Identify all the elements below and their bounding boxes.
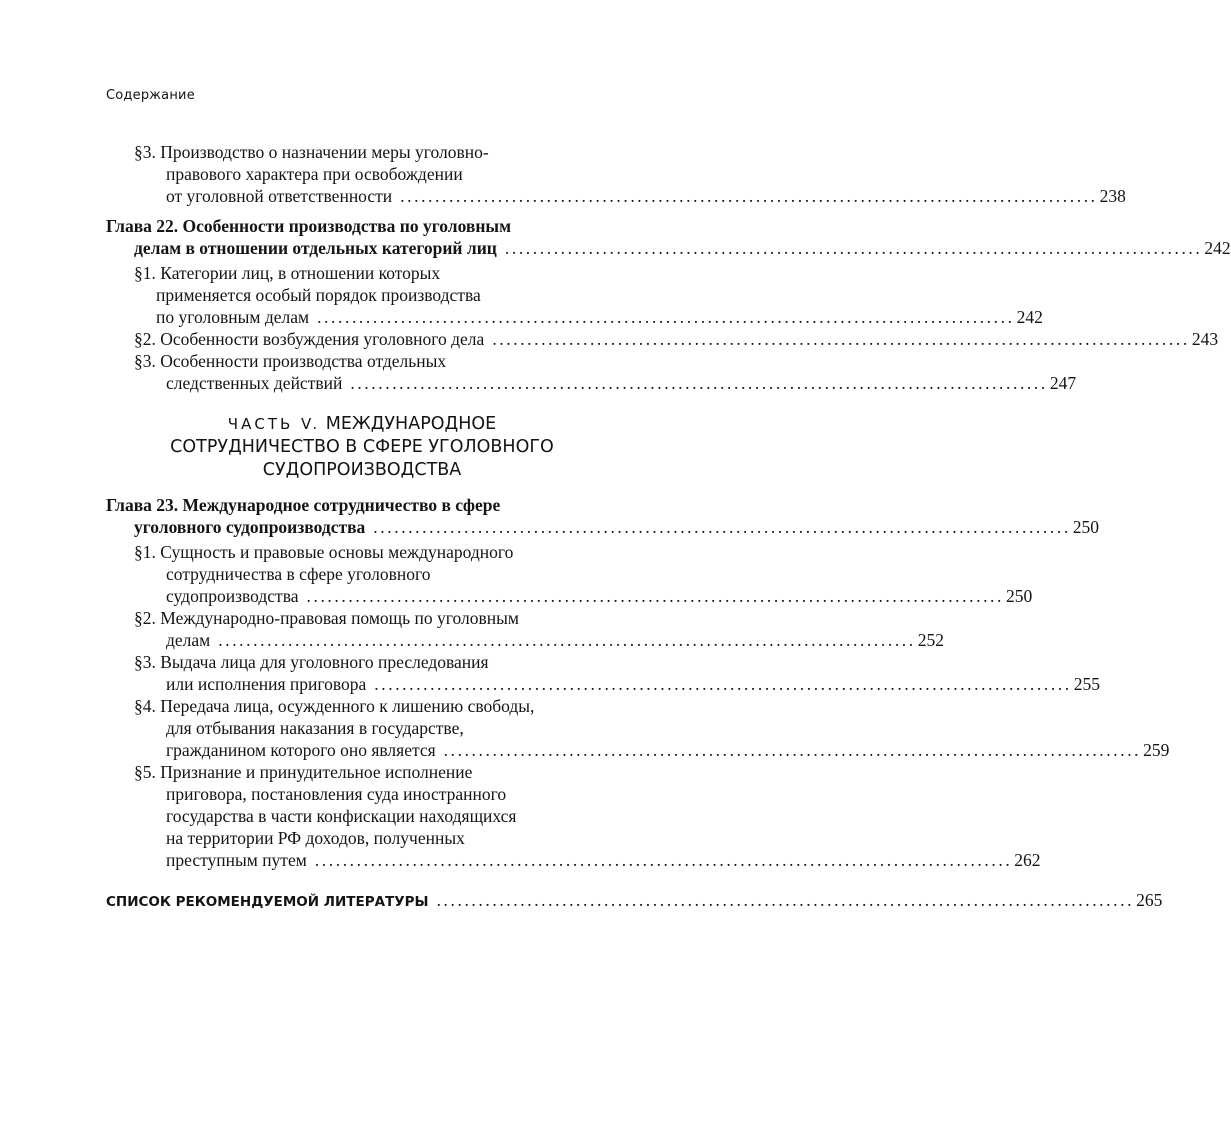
toc-entry-line: делам xyxy=(166,630,211,650)
toc-entry-link[interactable] xyxy=(166,585,1033,607)
dot-leader: .................................................................................................... xyxy=(443,740,1142,760)
toc-entry-line: §1. Сущность и правовые основы международного xyxy=(134,542,514,562)
page-number: 250 xyxy=(1006,586,1033,606)
page-number: 242 xyxy=(1016,307,1043,327)
toc-entry-line: для отбывания наказания в государстве, xyxy=(166,718,464,738)
page-number: 250 xyxy=(1072,517,1100,537)
page-number: 265 xyxy=(1136,890,1163,910)
toc-entry-link[interactable] xyxy=(166,849,1041,871)
toc-entry-line: по уголовным делам xyxy=(156,307,310,327)
page-number: 259 xyxy=(1143,740,1170,760)
toc-entry-line: §4. Передача лица, осужденного к лишению свободы, xyxy=(134,696,535,716)
dot-leader: .................................................................................................... xyxy=(306,586,1004,606)
dot-leader: .................................................................................................... xyxy=(350,373,1048,393)
toc-entry-line: гражданином которого оно является xyxy=(166,740,436,760)
part-title: СУДОПРОИЗВОДСТВА xyxy=(262,460,462,480)
toc-entry-link[interactable] xyxy=(166,673,1101,695)
toc-entry-line: сотрудничества в сфере уголовного xyxy=(166,564,431,584)
toc-entry-line: §3. Особенности производства отдельных xyxy=(134,351,447,371)
page-number: 262 xyxy=(1014,850,1041,870)
toc-entry-link[interactable] xyxy=(166,739,1170,761)
chapter-title-line: уголовного судопроизводства xyxy=(134,517,366,537)
dot-leader: .................................................................................................... xyxy=(317,307,1015,327)
page-number: 243 xyxy=(1191,329,1219,349)
dot-leader: .................................................................................................... xyxy=(400,186,1098,206)
toc-entry-link[interactable] xyxy=(134,516,1100,538)
toc-entry-line: §2. Международно-правовая помощь по уголовным xyxy=(134,608,519,628)
page-number: 238 xyxy=(1099,186,1126,206)
part-title: СОТРУДНИЧЕСТВО В СФЕРЕ УГОЛОВНОГО xyxy=(170,437,554,457)
dot-leader: .................................................................................................... xyxy=(504,238,1203,258)
part-title: МЕЖДУНАРОДНОЕ xyxy=(325,414,497,434)
page-number: 242 xyxy=(1204,238,1231,258)
page-number: 247 xyxy=(1049,373,1077,393)
toc-entry-link[interactable] xyxy=(166,629,944,651)
toc-entry-line: преступным путем xyxy=(166,850,307,870)
toc-entry-line: применяется особый порядок производства xyxy=(156,285,481,305)
toc-entry-link[interactable] xyxy=(134,237,1231,259)
toc-entry-link[interactable] xyxy=(134,328,1219,350)
toc-entry-line: государства в части конфискации находящихся xyxy=(166,806,517,826)
chapter-title-line: Глава 23. Международное сотрудничество в сфере xyxy=(106,495,501,515)
part-heading xyxy=(106,413,618,482)
dot-leader: .................................................................................................... xyxy=(374,674,1072,694)
dot-leader: .................................................................................................... xyxy=(436,890,1135,910)
chapter-title-line: Глава 22. Особенности производства по уголовным xyxy=(106,216,511,236)
dot-leader: .................................................................................................... xyxy=(373,517,1071,537)
toc-entry-link[interactable] xyxy=(166,372,1077,394)
dot-leader: .................................................................................................... xyxy=(492,329,1190,349)
part-heading-line-1 xyxy=(106,413,618,436)
part-label: ЧАСТЬ V. xyxy=(227,415,321,433)
toc-entry-line: §5. Признание и принудительное исполнение xyxy=(134,762,473,782)
toc-entry-line: судопроизводства xyxy=(166,586,299,606)
toc-entry-line: §3. Выдача лица для уголовного преследования xyxy=(134,652,489,672)
chapter-title-line: делам в отношении отдельных категорий лиц xyxy=(134,238,497,258)
page-number: 252 xyxy=(917,630,944,650)
page-number: 255 xyxy=(1073,674,1101,694)
toc-entry-line: §3. Производство о назначении меры уголовно- xyxy=(134,142,489,162)
bibliography-title: СПИСОК РЕКОМЕНДУЕМОЙ ЛИТЕРАТУРЫ xyxy=(106,894,429,910)
dot-leader: .................................................................................................... xyxy=(218,630,916,650)
toc-entry-bibliography[interactable] xyxy=(106,889,1163,911)
dot-leader: .................................................................................................... xyxy=(314,850,1013,870)
toc-entry-line: следственных действий xyxy=(166,373,343,393)
toc-entry-line: на территории РФ доходов, полученных xyxy=(166,828,465,848)
toc-entry-line: §2. Особенности возбуждения уголовного дела xyxy=(134,329,485,349)
toc-entry-link[interactable] xyxy=(156,306,1043,328)
toc-entry-line: от уголовной ответственности xyxy=(166,186,393,206)
toc-entry-line: или исполнения приговора xyxy=(166,674,367,694)
toc-entry-line: приговора, постановления суда иностранного xyxy=(166,784,507,804)
running-head: Содержание xyxy=(106,88,195,103)
toc-entry-line: правового характера при освобождении xyxy=(166,164,463,184)
toc-entry-line: §1. Категории лиц, в отношении которых xyxy=(134,263,441,283)
toc-entry-link[interactable] xyxy=(166,185,1126,207)
